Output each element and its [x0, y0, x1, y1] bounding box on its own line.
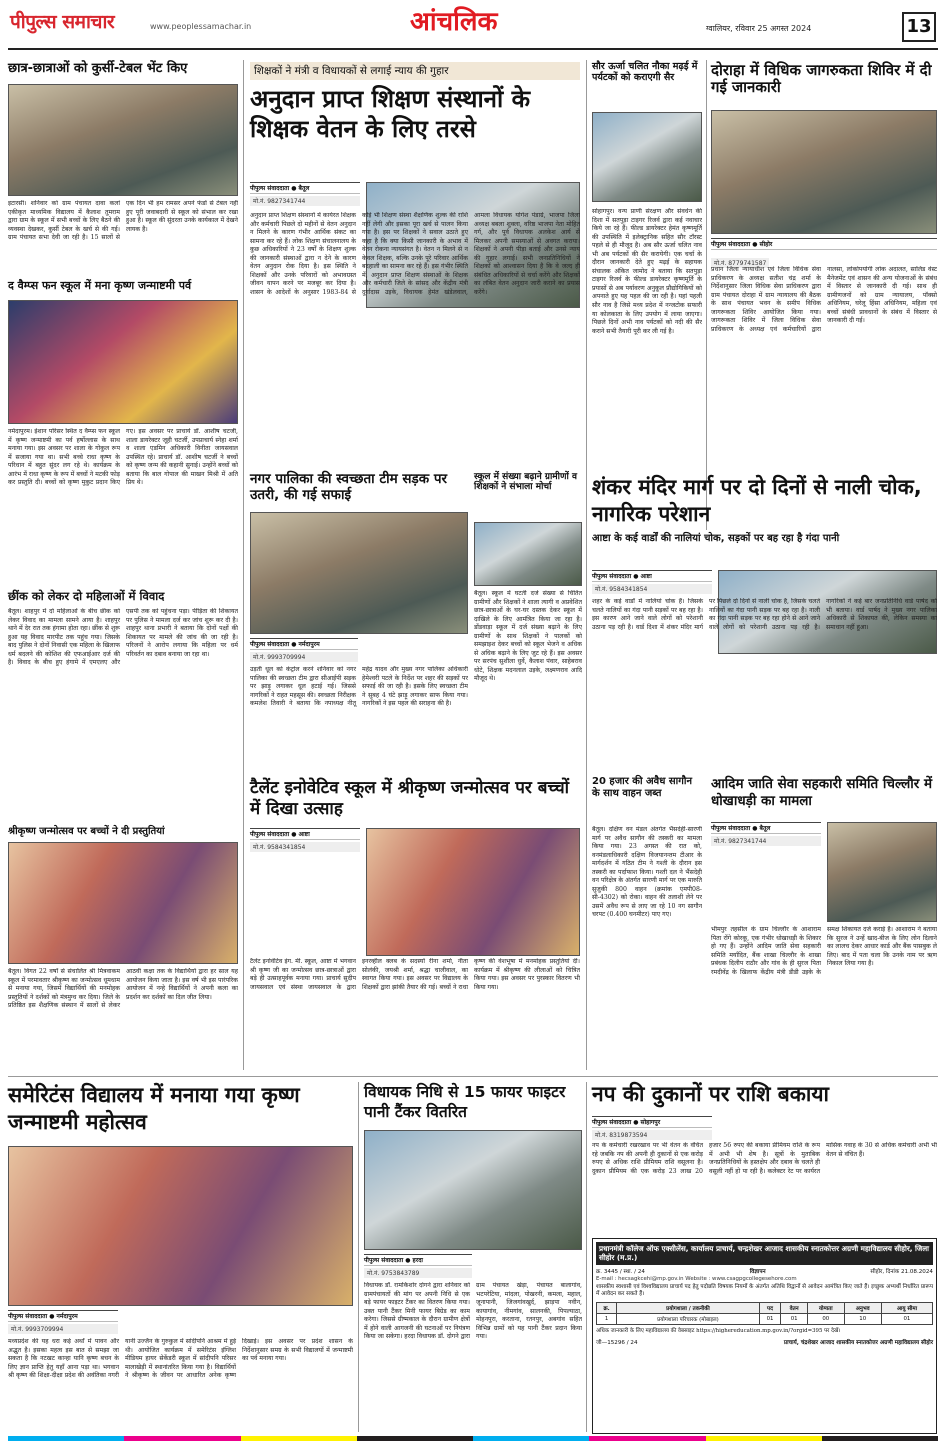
article-sneeze-dispute: [8, 590, 238, 820]
article-byline: पीपुल्स संवाददाता ● बैतूल: [711, 822, 821, 834]
college-advertisement: [592, 1238, 937, 1434]
article-mobile: मो.नं. 9993709994: [8, 1324, 118, 1334]
article-samaritans-school: [8, 1082, 353, 1437]
article-body: मध्यप्रदेश की यह धरा कई अर्थों में पावन और अद्भुत है। इसका महत्व इस बात से समझा जा सकता है कि नटखट कान्हा यानि कृष्ण बचन के लिए ज्ञान प्राप्ति हेतु यहाँ आना पड़ा था। भगवान श्री कृष्ण की शिक्षा-दीक्षा प्रदेश की अवंतिका नगरी यानी उज्जैन के गुरुकुल में सांदीपनि आश्रम में हुई थी। आयोजित कार्यक्रम में समेरिटंस इंग्लिश मीडियम हायर सेकेंडरी स्कूल में सांदीपनि परिसर मालाखेड़ी में स्थानांतरित किया गया है। विद्यार्थियों ने श्रीकृष्ण के जीवन पर आधारित अनेक कृष्ण दिखाई। इस अवसर पर प्रदेश शासन के निर्देशानुसार समग्र के सभी विद्यालयों में जन्माष्टमी का पर्व मनाया गया।: [8, 1338, 353, 1380]
article-byline-box: [8, 1310, 118, 1334]
article-byline: पीपुल्स संवाददाता ● आष्टा: [592, 570, 712, 582]
column-divider: [243, 60, 244, 1070]
article-mobile: मो.नं. 8319873594: [592, 1130, 712, 1140]
ad-table-header: योग्यता: [807, 1302, 844, 1313]
article-headline: आदिम जाति सेवा सहकारी समिति चिल्लौर में धोखाधड़ी का मामला: [711, 776, 933, 809]
article-cleanliness-drive: [250, 472, 468, 772]
article-headline: सौर ऊर्जा चलित नौका मढ़ई में पर्यटकों को कराएगी सैर: [592, 61, 698, 83]
article-enrolment-drive: [474, 472, 582, 772]
row-divider: [8, 1076, 938, 1077]
ad-body: शासकीय स्वशासी एवं विश्वविद्यालय प्राचार्य पद हेतु पदोन्नति विषयक नियमों के अंतर्गत अतिथि विद्वानों से आवेदन आमंत्रित किए जाते हैं। इच्छुक अभ्यर्थी निर्धारित प्रारूप में आवेदन कर सकते हैं।: [596, 1283, 933, 1298]
article-photo: [8, 1146, 353, 1306]
article-byline: पीपुल्स संवाददाता ● सोहागपुर: [592, 1116, 712, 1128]
article-headline: स्कूल में संख्या बढ़ाने ग्रामीणों व शिक्षकों ने संभाला मोर्चा: [474, 472, 577, 493]
article-kicker: शिक्षकों ने मंत्री व विधायकों से लगाई न्याय की गुहार: [250, 62, 580, 80]
ad-table-cell: 00: [807, 1313, 844, 1324]
article-headline: 20 हजार की अवैध सागौन के साथ वाहन जब्त: [592, 776, 692, 799]
ad-table-cell: 01: [881, 1313, 932, 1324]
article-body: इटारसी। शनिवार को ग्राम पंचायत दावा कलां एकीकृत माध्यमिक विद्यालय में कैलाश तुमराम द्वारा ग्राम के स्कूल में सभी बच्चों के लिए बैठने की व्यवस्था देखकर, कुर्सी टेबल के खर्च से की गई। ग्राम पंचायत सभा देवी जा रही है। 15 सालों से एक दिन भी हम रामसर अपने फंडों से टेबल नहीं हुए पूरी जवाबदारी से स्कूल को संभाल कर रखा हुआ है। स्कूल की सुंदरता उनके कार्यकाल में देखने लायक है।: [8, 200, 238, 242]
article-headline: दोराहा में विधिक जागरुकता शिविर में दी गई जानकारी: [711, 61, 932, 97]
section-title: आंचलिक: [410, 7, 498, 37]
article-body: नप के कर्मचारी रखरखाव पर भी वेतन के वंचित रहे जबकि नप की अपनी ही दुकानों से एक करोड़ रुपए से अधिक राशि प्रीमियम राशि वसूलना है। दुकान प्रीमियम की एक करोड़ 23 लाख 20 हजार 56 रुपए की बकाया प्रीमियम राशि के रूप में अभी भी शेष है। सूत्रों के मुताबिक जनप्रतिनिधियों के हस्तक्षेप और दबाव के चलते ही वसूली नहीं हो पा रही है। कलेक्टर रेट पर कार्यरत मासिक गवाह के 30 से अधिक कर्मचारी अभी भी वेतन से वंचित हैं।: [592, 1142, 937, 1175]
ad-table-cell: 1: [597, 1313, 617, 1324]
article-legal-camp: [711, 62, 937, 467]
article-solar-boat: [592, 62, 702, 467]
ad-label: विज्ञापन: [749, 1268, 766, 1275]
ad-table-header: क्र.: [597, 1302, 617, 1313]
article-body: सोहागपुर। वन्य प्राणी संरक्षण और संवर्धन की दिशा में सतपुड़ा टाइगर रिजर्व द्वारा कई नवाचार किये जा रहे हैं। फील्ड डायरेक्टर हेमंत कृष्णमूर्ति की उपस्थिति में इलेक्ट्रानिक सहित सौर टॉरस्ट पहले से ही मौजूद है। अब सौर ऊर्जा चलित नाव भी अब पर्यटकों की सैर करायेगी। एक चर्चा के दौरान जानकारी देते हुए मढ़ई के सहायक संचालक अंकित जामोद ने बताया कि सतपुड़ा टाइगर रिजर्व के फील्ड डायरेक्टर कृष्णमूर्ति के प्रयासों से अब पर्यावरण अनुकूल प्रौद्योगिकियों को अपनाते हुए यह पहल की जा रही है। यहां पहली सौर नाव है जिसे मध्य प्रदेश में नन्जटोक सफारी या कोलकाता के लिए उपयोग में लाया जाएगा। पिछले दिनों अभी नाव पर्यटकों को नदी की सैर कराने सभी तैयारी पूरी कर ली गई है।: [592, 208, 702, 335]
article-vamps-school: [8, 280, 238, 585]
article-photo: [592, 112, 702, 202]
article-body: प्रधान जिला न्यायाधीश एवं जिला विधिक सेवा प्राधिकरण के अध्यक्ष सतीश चंद्र शर्मा के निर्देशानुसार जिला विधिक सेवा प्राधिकरण द्वारा ग्राम पंचायत दोराहा में ग्राम न्यायालय की बैठक के साथ पंचायत भवन के समीप विधिक जागरूकता शिविर आयोजित किया गया। जागरूकता शिविर में जिला विधिक सेवा प्राधिकरण के अध्यक्ष एवं कर्मचारियों द्वारा नालसा, लोकोपयोगी लोक अदालत, सालिड वेस्ट मैनेजमेंट एवं शासन की अन्य योजनाओं के संबंध में विस्तार से जानकारी दी गई। साथ ही ग्रामीणजनों को ग्राम न्यायालय, पॉक्सो अधिनियम, घरेलू हिंसा अधिनियम, महिला एवं बच्चों संबंधी प्रावधानों के संबंध में विस्तार से जानकारी दी गई।: [711, 266, 937, 333]
article-headline: शंकर मंदिर मार्ग पर दो दिनों से नाली चोक, नागरिक परेशान: [592, 475, 922, 527]
article-photo: [474, 522, 582, 586]
article-body: बैतूल। विगत 22 वर्षों से संचालित श्री मित्रवाकम स्कूल में परमावतार श्रीकृष्ण का जन्मोत्सव धूमधाम से मनाया गया, जिसमें विद्यार्थियों की मनमोहक प्रस्तुतियों ने दर्शकों को मंत्रमुग्ध कर दिया। जिले के प्रतिष्ठित इस शैक्षणिक संस्थान में सालों से लेकर आठवीं कक्षा तक के विद्यार्थियों द्वारा हर साल यह आयोजन किया जाता है। इस वर्ष भी इस पारंपरिक आयोजन में नन्हे विद्यार्थियों ने अपनी कला का प्रदर्शन कर दर्शकों का दिल जीत लिया।: [8, 968, 238, 1010]
ad-signature: प्राचार्य, चंद्रशेखर आजाद शासकीय स्नातकोत्तर अग्रणी महाविद्यालय सीहोर: [783, 1339, 933, 1346]
ad-table-cell: प्रयोगशाला परिचारक (मोबाइल): [617, 1313, 759, 1324]
article-headline: छींक को लेकर दो महिलाओं में विवाद: [8, 589, 165, 603]
article-mobile: मो.नं. 9993709994: [250, 652, 358, 662]
article-body: बैतूल। शाहपुर में दो महिलाओं के बीच छींक को लेकर विवाद का मामला सामने आया है। शाहपुर थाने में देर रात तक हंगामा होता रहा। छींक से शुरू हुआ यह विवाद मारपीट तक पहुंच गया। जिसके बाद पुलिस ने दोनों निवासी एक महिला के खिलाफ धर्म बदलने की कोशिश की एफआईआर दर्ज की है। विवाद के बीच हुए हंगामे में एमएलए और एसपी तक को पहुंचना पड़ा। पीड़िता की शिकायत पर पुलिस ने मामला दर्ज कर जांच शुरू कर दी है। शाहपुर थाना प्रभारी ने बताया कि दोनों पक्षों की शिकायत पर मामले की जांच की जा रही है। परिजनों ने आरोप लगाया कि महिला पर धर्म परिवर्तन का दबाव बनाया जा रहा था।: [8, 608, 238, 667]
masthead-logo: पीपुल्स समाचार: [10, 11, 115, 33]
ad-table-header: आयु सीमा: [881, 1302, 932, 1313]
dateline: ग्वालियर, रविवार 25 अगस्त 2024: [706, 24, 812, 33]
article-headline: नप की दुकानों पर राशि बकाया: [592, 1082, 829, 1106]
article-headline: समेरिटंस विद्यालय में मनाया गया कृष्ण जन्माष्टमी महोत्सव: [8, 1083, 300, 1135]
ad-footer[interactable]: अधिक जानकारी के लिए महाविद्यालय की वेबसाइट https://highereducation.mp.gov.in/?orgid=395 पर देखें।: [596, 1327, 841, 1334]
article-photo: [366, 828, 580, 956]
article-headline: नगर पालिका की स्वच्छता टीम सड़क पर उतरी, की गई सफाई: [250, 471, 448, 503]
ad-date: सीहोर, दिनांक 21.08.2024: [870, 1268, 933, 1275]
article-headline: द वैम्प्स फन स्कूल में मना कृष्ण जन्माष्टमी पर्व: [8, 279, 192, 292]
masthead: [0, 0, 945, 58]
article-mobile: मो.नं. 9584341854: [250, 842, 360, 852]
article-photo: [711, 110, 937, 234]
article-mobile: मो.नं. 8779741587: [711, 258, 769, 268]
article-teak-seizure: [592, 776, 702, 1071]
ad-table-cell: 10: [844, 1313, 881, 1324]
article-byline: पीपुल्स संवाददाता ● सीहोर: [711, 238, 937, 250]
article-byline-box: [250, 828, 360, 852]
ad-contact[interactable]: E-mail : hecsagkcehi@mp.gov.in Website : www.csagpgcollegesehore.com: [596, 1275, 797, 1282]
article-byline-box: [592, 1116, 712, 1140]
article-drain-blocked: [592, 474, 937, 769]
article-body: अनुदान प्राप्त शिक्षण संस्थानों में कार्यरत शिक्षक और कर्मचारी पिछले दो महीनों से वेतन अनुदान न मिलने के कारण गंभीर आर्थिक संकट का सामना कर रहे हैं। लोक शिक्षण संचालनालय के कुछ अधिकारियों ने 23 वर्षों के शिक्षण शुल्क की जानकारी संस्थाओं द्वारा न देने के कारण वेतन अनुदान रोक दिया है। इस स्थिति ने शिक्षकों और उनके परिवारों को अभावग्रस्त जीवन यापन करने पर मजबूर कर दिया है। शासन के आदेशों के अनुसार 1983-84 से कोई भी शिक्षण संस्था शैक्षणिक शुल्क की राशि नहीं लेगी और इसका पूरा खर्च से पालन किया गया है। इस पर शिक्षकों ने सवाल उठाते हुए कहा है कि क्या किसी जानकारी के अभाव में वेतन रोकना न्यायसंगत है। वेतन न मिलने से न केवल शिक्षक, बल्कि उनके पूरे परिवार आर्थिक बदहाली का सामना कर रहे हैं। इस गंभीर स्थिति में, अनुदान प्राप्त शिक्षण संस्थाओं के शिक्षक और कर्मचारी जिले के सांसद और केंद्रीय मंत्री दुर्गादास उइके, विधायक हेमंत खंडेलवाल, आमला विधायक योगेश पंडाग्रे, भाजपा जिला अध्यक्ष बबला शुक्ला, वरिष्ठ भाजपा नेता मोहित गर्ग, और पूर्व विधायक अलकेश आर्य से मिलकर अपनी समस्याओं से अवगत कराया। शिक्षकों ने अपनी पीड़ा बताई और उनसे न्याय की गुहार लगाई। सभी जनप्रतिनिधियों ने शिक्षकों को आश्वासन दिया है कि वे जल्द ही संबंधित अधिकारियों से चर्चा करेंगे और शिक्षकों का लंबित वेतन अनुदान जारी कराने का प्रयास करेंगे।: [250, 212, 580, 296]
article-byline-box: [250, 182, 360, 206]
article-desk-donation: [8, 62, 238, 277]
article-mobile: मो.नं. 9584341854: [592, 584, 712, 594]
ad-table-header: वेतन: [781, 1302, 808, 1313]
article-body: नर्मदापुरम। ईशान परिसर स्थित द वैम्प्स फन स्कूल में कृष्ण जन्माष्टमी का पर्व हर्षोल्लास के साथ मनाया गया। इस अवसर पर शाला के गोकुल रूप में सजाया गया था। सभी बच्चे राधा कृष्ण के परिधान में बहुत सुंदर लग रहे थे। कार्यक्रम के आरंभ में राधा कृष्ण के रूप में बच्चों ने मटकी फोड़ कर प्रस्तुति दी। बच्चों को कृष्ण मुकुट प्रदान किए गए। इस अवसर पर प्राचार्य डॉ. आशीष चटर्जी, शाला डायरेक्टर जूही चटर्जी, उपप्राचार्य स्नेहा शर्मा व शाला एडमिन अधिकारी विनीता जायसवाल उपस्थित रहे। प्राचार्य डॉ. आशीष चटर्जी ने बच्चों को कृष्ण जन्म की कहानी सुनाई। उन्होंने बच्चों को बताया कि बाल गोपाल की माखन मिश्री में अति प्रिय थे।: [8, 428, 238, 487]
ad-print-code: जी—15296 / 24: [596, 1339, 638, 1346]
article-subheadline: आष्टा के कई वार्डों की नालियां चोक, सड़कों पर बह रहा है गंदा पानी: [592, 532, 840, 544]
article-body: बैतूल। दक्षिण वन मंडल अंतर्गत भैंसदेही-सारणी मार्ग पर अवैध सागौन की तस्करी का मामला किया गया। 23 अगस्त की रात को, वनमंडलाधिकारी दक्षिण विजयानन्तम टीआर के मार्गदर्शन में गठित टीम ने गश्ती के दौरान इस तस्करी का पर्दाफाश किया। गश्ती दल ने भैंसदेही वन परिक्षेत्र के अंतर्गत सारणी मार्ग पर एक मारुति सुजुकी 800 वाहन (क्रमांक एमपी08-सी-4302) को रोका। वाहन की तलाशी लेने पर उसमें अवैध रूप से लाए जा रहे 10 नग सागौन चरपट (0.400 घनमीटर) पाए गए।: [592, 826, 702, 919]
article-headline: श्रीकृष्ण जन्मोत्सव पर बच्चों ने दी प्रस्तुतियां: [8, 826, 165, 837]
ad-reference: क्र. 3445 / स्था. / 24: [596, 1268, 645, 1275]
ad-table-header: पद: [759, 1302, 781, 1313]
article-photo: [827, 822, 937, 922]
ad-title: प्रधानमंत्री कॉलेज ऑफ एक्सीलेंस, कार्यालय प्राचार्य, चन्द्रशेखर आजाद शासकीय स्नातकोत्तर अग्रणी महाविद्यालय सीहोर, जिला सीहोर (म.प्र.): [596, 1242, 933, 1265]
article-society-fraud: [711, 776, 937, 1071]
article-school-performances: [8, 826, 238, 1071]
article-photo: [250, 512, 468, 634]
ad-table: [596, 1302, 933, 1325]
article-byline: पीपुल्स संवाददाता ● नर्मदापुरम: [8, 1310, 118, 1322]
article-byline: पीपुल्स संवाददाता ● हरदा: [364, 1254, 472, 1266]
column-divider: [706, 60, 707, 530]
article-headline: विधायक निधि से 15 फायर फाइटर पानी टैंकर वितरित: [364, 1083, 566, 1122]
ad-table-cell: 01: [759, 1313, 781, 1324]
column-divider: [358, 1082, 359, 1432]
ad-table-header: अनुभव: [844, 1302, 881, 1313]
article-headline: टैलेंट इनोवेटिव स्कूल में श्रीकृष्ण जन्मोत्सव पर बच्चों में दिखा उत्साह: [250, 778, 570, 820]
article-talent-school: [250, 778, 580, 1070]
article-byline-box: [711, 238, 937, 269]
article-byline: पीपुल्स संवाददाता ● बैतूल: [250, 182, 360, 194]
article-headline: छात्र-छात्राओं को कुर्सी-टेबल भेंट किए: [8, 61, 188, 76]
ad-table-cell: 01: [781, 1313, 808, 1324]
article-photo: [8, 842, 238, 964]
article-mobile: मो.नं. 9753843789: [364, 1268, 472, 1278]
article-byline-box: [711, 822, 821, 846]
masthead-rule: [8, 48, 938, 50]
masthead-website[interactable]: www.peoplessamachar.in: [150, 22, 252, 31]
article-mobile: मो.नं. 9827341744: [250, 196, 360, 206]
article-body: शहर के कई वार्डों में नालियां चोक हैं। जिसके चलते नालियों का गंदा पानी सड़कों पर बह रहा है। इस कारण आने जाने वाले लोगों को परेशानी उठाना पड़ रही है। वार्ड दिशा में शंकर मंदिर मार्ग पर पिछले दो दिनों से नाली चोक है, जिसके चलते नालियों का गंदा पानी सड़क पर बह रहा है। नाली का गंदा पानी सड़क पर बह रहा होने से आने जाने वाले लोगों को परेशानी उठाना पड़ रही है। नागरिकों ने कई बार जनप्रतिनिधि वार्ड पार्षद को भी बताया। वार्ड पार्षद ने मुख्य नगर पालिका अधिकारी से शिकायत की, लेकिन समस्या का समाधान नहीं हुआ।: [592, 598, 937, 631]
color-registration-strip: [8, 1436, 938, 1441]
article-body: भीमपुर तहसील के ग्राम चिल्लौर के आशाराम पिता रोंगे कोरकू, एक गंभीर धोखाधड़ी के शिकार हो गए हैं। उन्होंने आदिम जाति सेवा सहकारी समिति मर्यादित, बैंक शाखा चिल्लौर के शाखा प्रबंधक दिलीप राठौर और गांव के ही सुरज पिता रमदीवेंद्र के खिलाफ केंद्रीय मंत्री डीडी उइके के समक्ष शिकायत दर्ज कराई है। आशाराम ने बताया कि सुरज ने उन्हें खाद-बीज के लिए लोन दिलाने का लालच देकर आधार कार्ड और बैंक पासबुक ले लिए। बाद में पता चला कि उनके नाम पर ऋण निकाल लिया गया है।: [711, 926, 937, 976]
article-teachers-salary: [250, 62, 580, 467]
article-body: उड़ती धूल को कंट्रोल करने शनिवार को नगर पालिका की स्वच्छता टीम द्वारा सीआईपी सड़क पर झाड़ू लगाकर धूल हटाई गई। जिससे नागरिकों ने राहत महसूस की। स्वच्छता निरीक्षक कमलेश तिवारी ने बताया कि नपाध्यक्ष नीतू महेंद्र यादव और मुख्य नगर पालिका अधिकारी हेमेश्वरी पटले के निर्देश पर शहर की सड़कों पर सफाई की जा रही है। इसके लिए स्वच्छता टीम ने सुबह 4 घंटे झाड़ू लगाकर साफ किया गया। नागरिकों ने इस पहल की सराहना की है।: [250, 666, 468, 708]
article-photo: [8, 300, 238, 424]
article-byline-box: [250, 638, 358, 662]
article-headline: अनुदान प्राप्त शिक्षण संस्थानों के शिक्षक वेतन के लिए तरसे: [250, 85, 530, 144]
article-byline: पीपुल्स संवाददाता ● आष्टा: [250, 828, 360, 840]
column-divider: [586, 60, 587, 1070]
article-body: टैलेंट इनोवेटिव इंग. मी. स्कूल, आष्टा में भगवान श्री कृष्ण जी का जन्मोत्सव छात्र-छात्राओं द्वारा बड़े ही उत्साहपूर्वक मनाया गया। प्राचार्य सुदीप जायसवाल एवं संस्था जायसवाल के द्वारा इनरव्हील क्लब के सदस्यों रीना शर्मा, नीता सोलंकी, जयश्री शर्मा, श्रद्धा चालीवाल, का स्वागत किया गया। इस अवसर पर विद्यालय के शिक्षकों द्वारा झांकी तैयार की गई। बच्चों ने राधा कृष्ण की वेशभूषा में मनमोहक प्रस्तुतियां दीं। कार्यक्रम में श्रीकृष्ण की लीलाओं को चित्रित किया गया। इस अवसर पर पुरस्कार वितरण भी किया गया।: [250, 958, 580, 991]
ad-table-header: प्रयोगशाला / तकनीकी: [617, 1302, 759, 1313]
article-fire-tankers: [364, 1082, 582, 1437]
article-mobile: मो.नं. 9827341744: [711, 836, 821, 846]
article-body: बैतूल। स्कूल में घटती दर्ज संख्या से चिंतित ग्रामीणों और शिक्षकों ने शाला त्यागी व अप्रवेशित छात्र-छात्राओं के घर-घर दस्तक देकर स्कूल में दाखिले के लिए आमंत्रित किया जा रहा है। डोंडवाड़ा स्कूल में दर्ज संख्या बढ़ाने के लिए ग्रामीणों के साथ शिक्षकों ने पालकों को समझाइश देकर बच्चों को स्कूल भेजने व अधिक से अधिक बढ़ाने के लिए जुट रहे हैं। इस अवसर पर सरपंच सुशीला धुर्वे, कैलाश पंवार, साहेबराव धोटे, शिक्षक मदनलाल उइके, लक्ष्मणराव आदि मौजूद थे।: [474, 590, 582, 683]
article-body: विधायक डॉ. रामकिशोर दोगने द्वारा शनिवार को ग्रामपंचायतों की मांग पर अपनी निधि से एक बड़े फायर फाइटर टैंकर का वितरण किया गया। उक्त पानी टैंकर मिनी फायर बिग्रेड का काम करेगा। जिससे ग्रीष्मकाल के दौरान ग्रामीण क्षेत्रों में होने वाली आगजनी की घटनाओं पर नियंत्रण किया जा सकेगा। हरदा विधायक डॉ. दोगने द्वारा ग्राम पंचायत खेड़ा, पंचायत बालागांव, भटपरेटिया, मांदला, पोखरनी, कमला, महाल, जूनापानी, जिजगांवखुर्द, झाड़पा नवीन, कायागांव, नीमगांव, सालनकी, पिपल्याठा, मोहनपुरा, करताना, रतनपुर, अबगांव सहित विभिन्न ग्रामों को यह पानी टैंकर प्रदान किया गया।: [364, 1282, 582, 1341]
article-photo: [364, 1130, 582, 1250]
article-photo: [8, 84, 238, 196]
column-divider: [586, 1082, 587, 1432]
article-byline-box: [592, 570, 712, 594]
article-byline: पीपुल्स संवाददाता ● नर्मदापुरम: [250, 638, 358, 650]
article-shop-dues: [592, 1082, 937, 1232]
page-number: 13: [902, 12, 936, 42]
article-byline-box: [364, 1254, 472, 1278]
